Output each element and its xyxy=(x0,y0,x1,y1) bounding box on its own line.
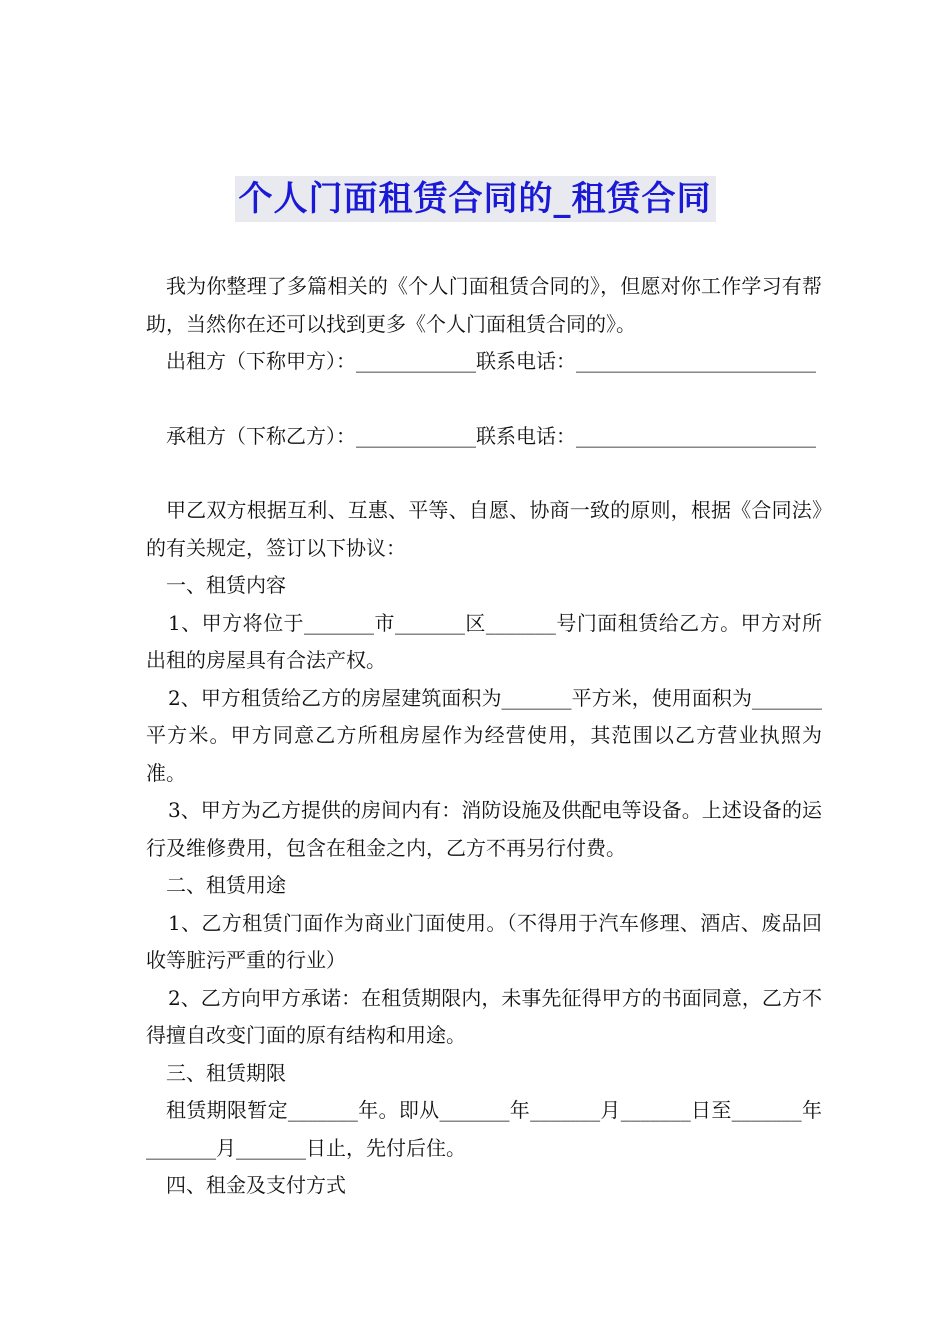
section-heading: 二、租赁用途 xyxy=(166,873,286,897)
document-body xyxy=(146,268,822,1205)
lessee-line: 承租方（下称乙方）：____________联系电话：________________________ xyxy=(166,423,816,448)
section-heading: 一、租赁内容 xyxy=(166,573,286,597)
clause-paragraph: 1、乙方租赁门面作为商业门面使用。（不得用于汽车修理、酒店、废品回收等脏污严重的行业） xyxy=(146,910,822,972)
agreement-paragraph: 甲乙双方根据互利、互惠、平等、自愿、协商一致的原则，根据《合同法》的有关规定，签订以下协议： xyxy=(146,498,822,560)
title-container xyxy=(0,176,950,222)
clause-paragraph: 3、甲方为乙方提供的房间内有：消防设施及供配电等设备。上述设备的运行及维修费用，包含在租金之内，乙方不再另行付费。 xyxy=(146,798,822,860)
section-heading: 三、租赁期限 xyxy=(166,1060,286,1085)
term-paragraph: 租赁期限暂定_______年。即从_______年_______月_______日至_______年_______月_______日止，先付后住。 xyxy=(146,1098,822,1160)
clause-paragraph: 2、乙方向甲方承诺：在租赁期限内，未事先征得甲方的书面同意，乙方不得擅自改变门面的原有结构和用途。 xyxy=(146,985,822,1047)
section-heading: 四、租金及支付方式 xyxy=(166,1173,346,1197)
document-title: 个人门面租赁合同的_租赁合同 xyxy=(235,176,716,222)
intro-paragraph: 我为你整理了多篇相关的《个人门面租赁合同的》，但愿对你工作学习有帮助，当然你在还可以找到更多《个人门面租赁合同的》。 xyxy=(146,274,822,336)
clause-paragraph: 1、甲方将位于_______市_______区_______号门面租赁给乙方。甲方对所出租的房屋具有合法产权。 xyxy=(146,610,822,672)
clause-paragraph: 2、甲方租赁给乙方的房屋建筑面积为_______平方米，使用面积为_______平方米。甲方同意乙方所租房屋作为经营使用，其范围以乙方营业执照为准。 xyxy=(146,685,822,785)
lessor-line: 出租方（下称甲方）：____________联系电话：________________________ xyxy=(166,349,816,373)
